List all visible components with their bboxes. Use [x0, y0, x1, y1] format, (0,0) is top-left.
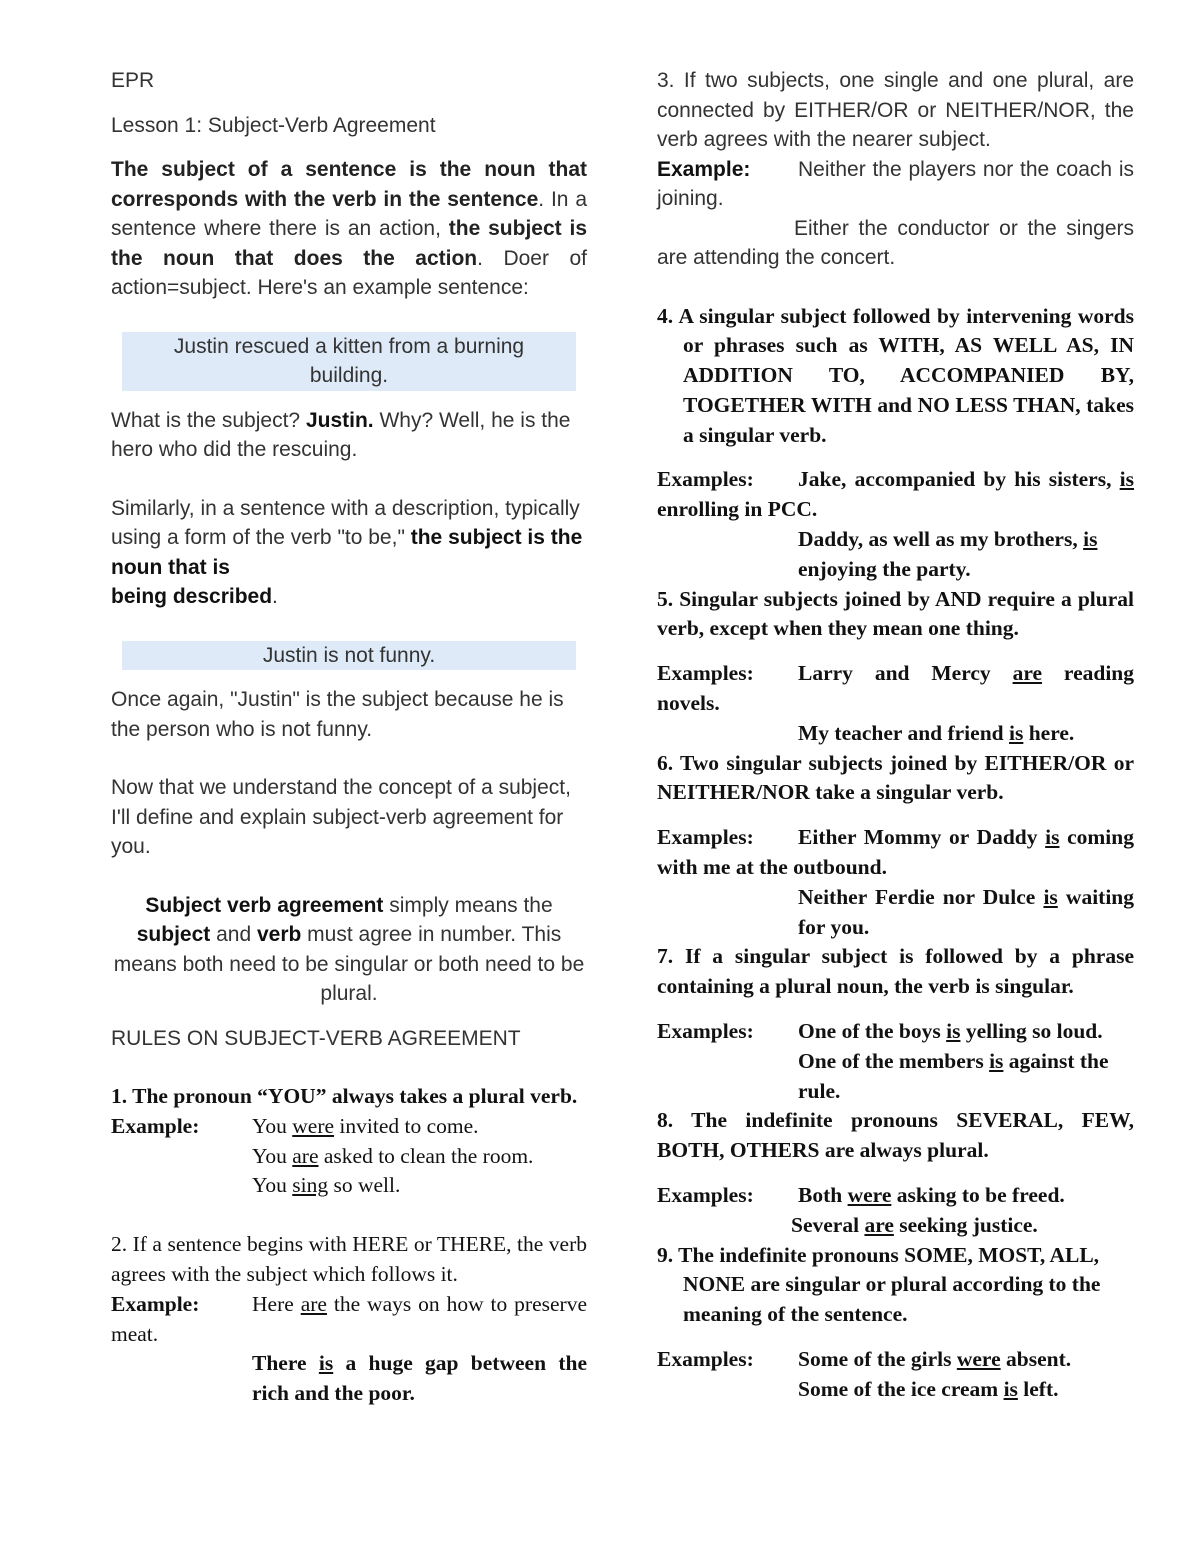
rule-8-example-1 [657, 1181, 1134, 1211]
rule-4-example-1 [657, 465, 1134, 525]
rule-8-example-label: Examples: [657, 1183, 754, 1208]
example-highlight-1: Justin rescued a kitten from a burning building. [122, 332, 576, 391]
rule-4-example-2: Daddy, as well as my brothers, is enjoying the party. [798, 527, 1098, 581]
rule-5 [657, 585, 1134, 749]
rule-6-example-1 [657, 823, 1134, 883]
similarly-bold-2: being described [111, 585, 273, 608]
rule-1-example-label: Example: [111, 1113, 200, 1138]
example-sentence: Here are the ways on how to preserve meat. [111, 1291, 587, 1346]
rule-9-example-label: Examples: [657, 1347, 754, 1371]
rule-7 [657, 942, 1134, 1106]
rule-8-text: 8. The indefinite pronouns SEVERAL, FEW, BOTH, OTHERS are always plural. [657, 1108, 1134, 1163]
rule-6 [657, 749, 1134, 943]
left-column [111, 60, 587, 1409]
rule-6-example-label: Examples: [657, 825, 754, 850]
intro-bold-2: the subject is the noun that does the action [111, 217, 587, 270]
what-subject-paragraph [111, 406, 587, 465]
rule-9-example-2: Some of the ice cream is left. [798, 1376, 1059, 1401]
lesson-title: Lesson 1: Subject-Verb Agreement [111, 113, 436, 137]
example-sentence: Larry and Mercy are reading novels. [657, 661, 1134, 716]
rule-3-text: 3. If two subjects, one single and one plural, are connected by EITHER/OR or NEITHER/NOR, the verb agrees with the nearer subject. [657, 69, 1134, 151]
rule-7-example-1 [657, 1017, 1134, 1047]
rule-6-text: 6. Two singular subjects joined by EITHER/OR or NEITHER/NOR take a singular verb. [657, 750, 1134, 805]
what-subject-text-2: Why? Well, he is the hero who did the rescuing. [111, 408, 571, 461]
rule-2-example-1 [111, 1290, 587, 1350]
similarly-paragraph [111, 494, 587, 612]
rule-1-example-3: You sing so well. [252, 1173, 401, 1198]
rule-3 [657, 66, 1134, 273]
rule-3-example-label: Example: [657, 157, 751, 181]
doc-label: EPR [111, 69, 155, 92]
definition-bold-1: Subject verb agreement [145, 893, 384, 917]
rule-5-text: 5. Singular subjects joined by AND require a plural verb, except when they mean one thing. [657, 586, 1134, 641]
rule-8 [657, 1106, 1134, 1240]
now-that-paragraph: Now that we understand the concept of a subject, I'll define and explain subject-verb agreement for you. [111, 776, 571, 858]
rule-2-example-2: There is a huge gap between the rich and the poor. [252, 1351, 587, 1406]
rule-9 [657, 1241, 1134, 1405]
example-sentence: You were invited to come. [252, 1113, 479, 1138]
rule-1-example-2: You are asked to clean the room. [252, 1143, 534, 1168]
rule-3-example-1 [657, 155, 1134, 214]
similarly-bold-1: the subject is the noun that is [111, 526, 583, 579]
rule-2 [111, 1230, 587, 1409]
rule-4 [657, 302, 1134, 585]
rule-9-example-1 [657, 1345, 1134, 1375]
rule-5-example-1 [657, 659, 1134, 719]
rules-heading: RULES ON SUBJECT-VERB AGREEMENT [111, 1026, 521, 1050]
intro-paragraph [111, 155, 587, 303]
rule-5-example-label: Examples: [657, 661, 754, 686]
rule-2-text: 2. If a sentence begins with HERE or THERE, the verb agrees with the subject which follows it. [111, 1232, 587, 1286]
rule-5-example-2: My teacher and friend is here. [798, 720, 1075, 745]
rule-8-example-2: Several are seeking justice. [791, 1212, 1038, 1237]
example-sentence: Neither the players nor the coach is joining. [657, 157, 1134, 210]
example-sentence: Jake, accompanied by his sisters, is enrolling in PCC. [657, 467, 1134, 522]
intro-text-1: . In a sentence where there is an action, [111, 187, 588, 240]
rule-4-example-label: Examples: [657, 467, 754, 492]
example-sentence: Some of the girls were absent. [798, 1347, 1072, 1371]
rule-7-text: 7. If a singular subject is followed by a phrase containing a plural noun, the verb is singular. [657, 944, 1134, 999]
example-sentence: Both were asking to be freed. [798, 1183, 1065, 1208]
what-subject-bold: Justin. [305, 408, 374, 432]
right-column [657, 60, 1134, 1405]
similarly-text-1: Similarly, in a sentence with a description, typically using a form of the verb "to be," [111, 496, 580, 549]
what-subject-text-1: What is the subject? [111, 408, 306, 432]
definition-paragraph [111, 891, 587, 1009]
definition-bold-3: verb [256, 923, 302, 946]
rule-3-example-2: Either the conductor or the singers are attending the concert. [657, 216, 1134, 269]
similarly-text-2: . [272, 585, 278, 608]
rule-7-example-label: Examples: [657, 1019, 754, 1044]
rule-1-example-1 [111, 1112, 587, 1142]
rule-2-example-label: Example: [111, 1291, 200, 1316]
rule-9-text: 9. The indefinite pronouns SOME, MOST, ALL, NONE are singular or plural according to the meaning of the sentence. [657, 1242, 1101, 1327]
definition-bold-2: subject [136, 923, 211, 946]
definition-text-1: simply means the [383, 893, 553, 917]
once-again-paragraph: Once again, "Justin" is the subject because he is the person who is not funny. [111, 688, 564, 741]
rule-1-text: 1. The pronoun “YOU” always takes a plural verb. [111, 1084, 578, 1108]
intro-bold-1: The subject of a sentence is the noun that corresponds with the verb in the sentence [111, 158, 587, 211]
definition-text-3: must agree in number. This means both need to be singular or both need to be plural. [113, 923, 585, 1005]
example-sentence: One of the boys is yelling so loud. [798, 1019, 1103, 1044]
intro-text-2: . Doer of action=subject. Here's an example sentence: [111, 246, 587, 299]
rule-4-text: 4. A singular subject followed by intervening words or phrases such as WITH, AS WELL AS, IN ADDITION TO, ACCOMPANIED BY, TOGETHER WITH and NO LESS THAN, takes a singular verb. [657, 303, 1134, 447]
rule-6-example-2: Neither Ferdie nor Dulce is waiting for you. [798, 884, 1135, 939]
example-sentence: Either Mommy or Daddy is coming with me at the outbound. [657, 825, 1134, 880]
example-highlight-2: Justin is not funny. [122, 641, 576, 671]
definition-text-2: and [210, 923, 257, 946]
rule-1 [111, 1082, 587, 1201]
rule-7-example-2: One of the members is against the rule. [798, 1048, 1109, 1103]
